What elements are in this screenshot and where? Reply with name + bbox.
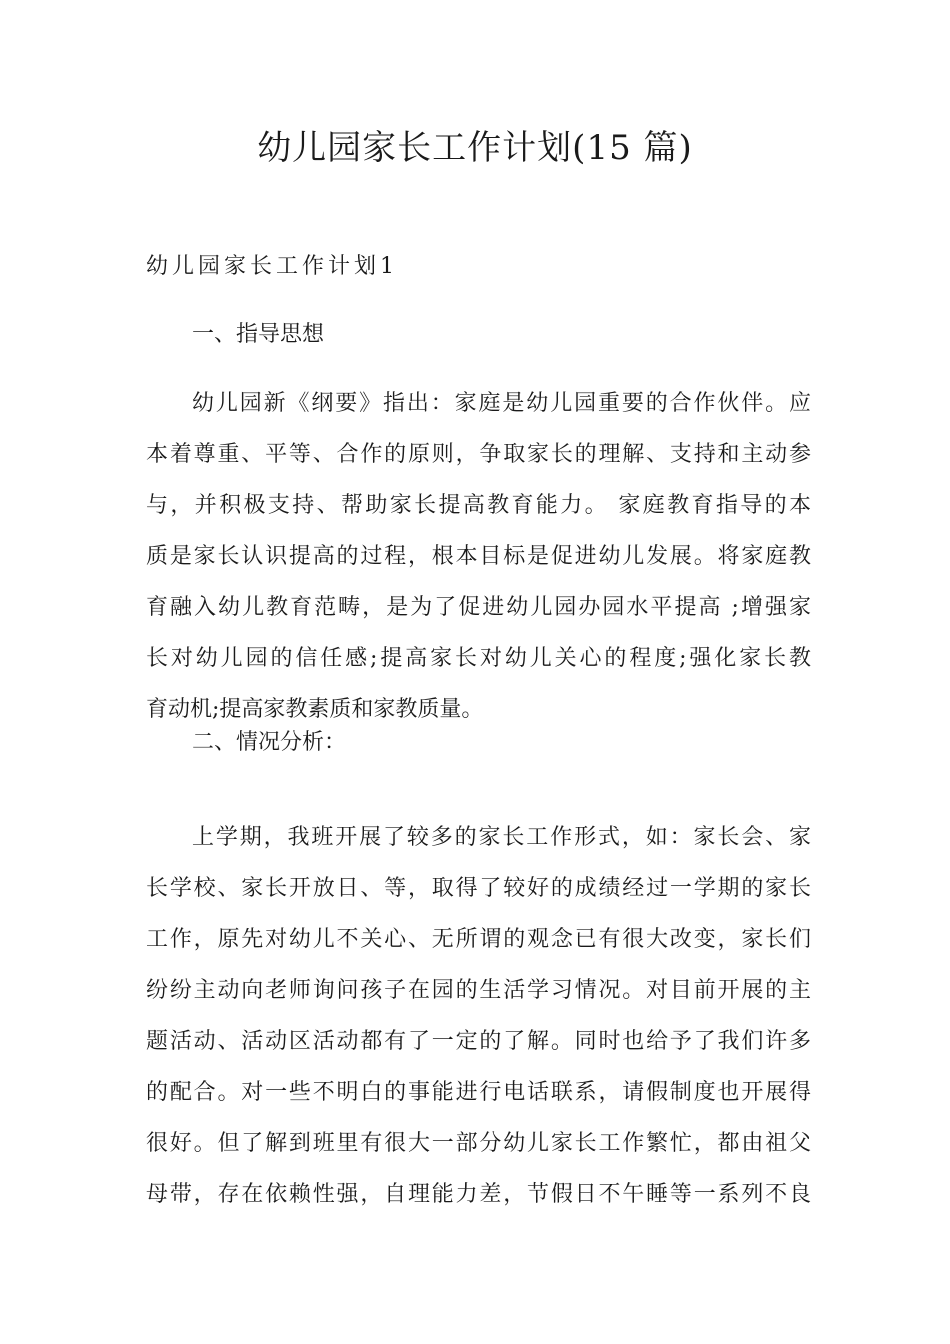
paragraph-line: 质是家长认识提高的过程，根本目标是促进幼儿发展。将家庭教 xyxy=(146,544,811,569)
paragraph-line: 长学校、家长开放日、等，取得了较好的成绩经过一学期的家长 xyxy=(146,876,811,901)
paragraph-line: 幼儿园新《纲要》指出：家庭是幼儿园重要的合作伙伴。应 xyxy=(192,391,811,416)
paragraph-situation-analysis xyxy=(146,812,811,1220)
paragraph-line: 与，并积极支持、帮助家长提高教育能力。 家庭教育指导的本 xyxy=(146,493,811,518)
paragraph-line: 上学期，我班开展了较多的家长工作形式，如：家长会、家 xyxy=(192,825,811,850)
paragraph-line: 题活动、活动区活动都有了一定的了解。同时也给予了我们许多 xyxy=(146,1029,811,1054)
paragraph-line: 长对幼儿园的信任感;提高家长对幼儿关心的程度;强化家长教 xyxy=(146,646,811,671)
paragraph-line: 育融入幼儿教育范畴，是为了促进幼儿园办园水平提高 ;增强家 xyxy=(146,595,811,620)
paragraph-line: 育动机;提高家教素质和家教质量。 xyxy=(146,697,484,722)
paragraph-line: 的配合。对一些不明白的事能进行电话联系，请假制度也开展得 xyxy=(146,1080,811,1105)
paragraph-line: 工作，原先对幼儿不关心、无所谓的观念已有很大改变，家长们 xyxy=(146,927,811,952)
paragraph-line: 本着尊重、平等、合作的原则，争取家长的理解、支持和主动参 xyxy=(146,442,811,467)
paragraph-line: 母带，存在依赖性强，自理能力差，节假日不午睡等一系列不良 xyxy=(146,1182,811,1207)
section-title: 幼儿园家长工作计划1 xyxy=(146,254,398,279)
paragraph-guiding-ideology xyxy=(146,378,811,735)
paragraph-line: 很好。但了解到班里有很大一部分幼儿家长工作繁忙，都由祖父 xyxy=(146,1131,811,1156)
heading-guiding-ideology: 一、指导思想 xyxy=(192,322,325,347)
paragraph-line: 纷纷主动向老师询问孩子在园的生活学习情况。对目前开展的主 xyxy=(146,978,811,1003)
heading-situation-analysis: 二、情况分析： xyxy=(192,730,347,755)
document-title: 幼儿园家长工作计划(15 篇) xyxy=(257,128,693,168)
